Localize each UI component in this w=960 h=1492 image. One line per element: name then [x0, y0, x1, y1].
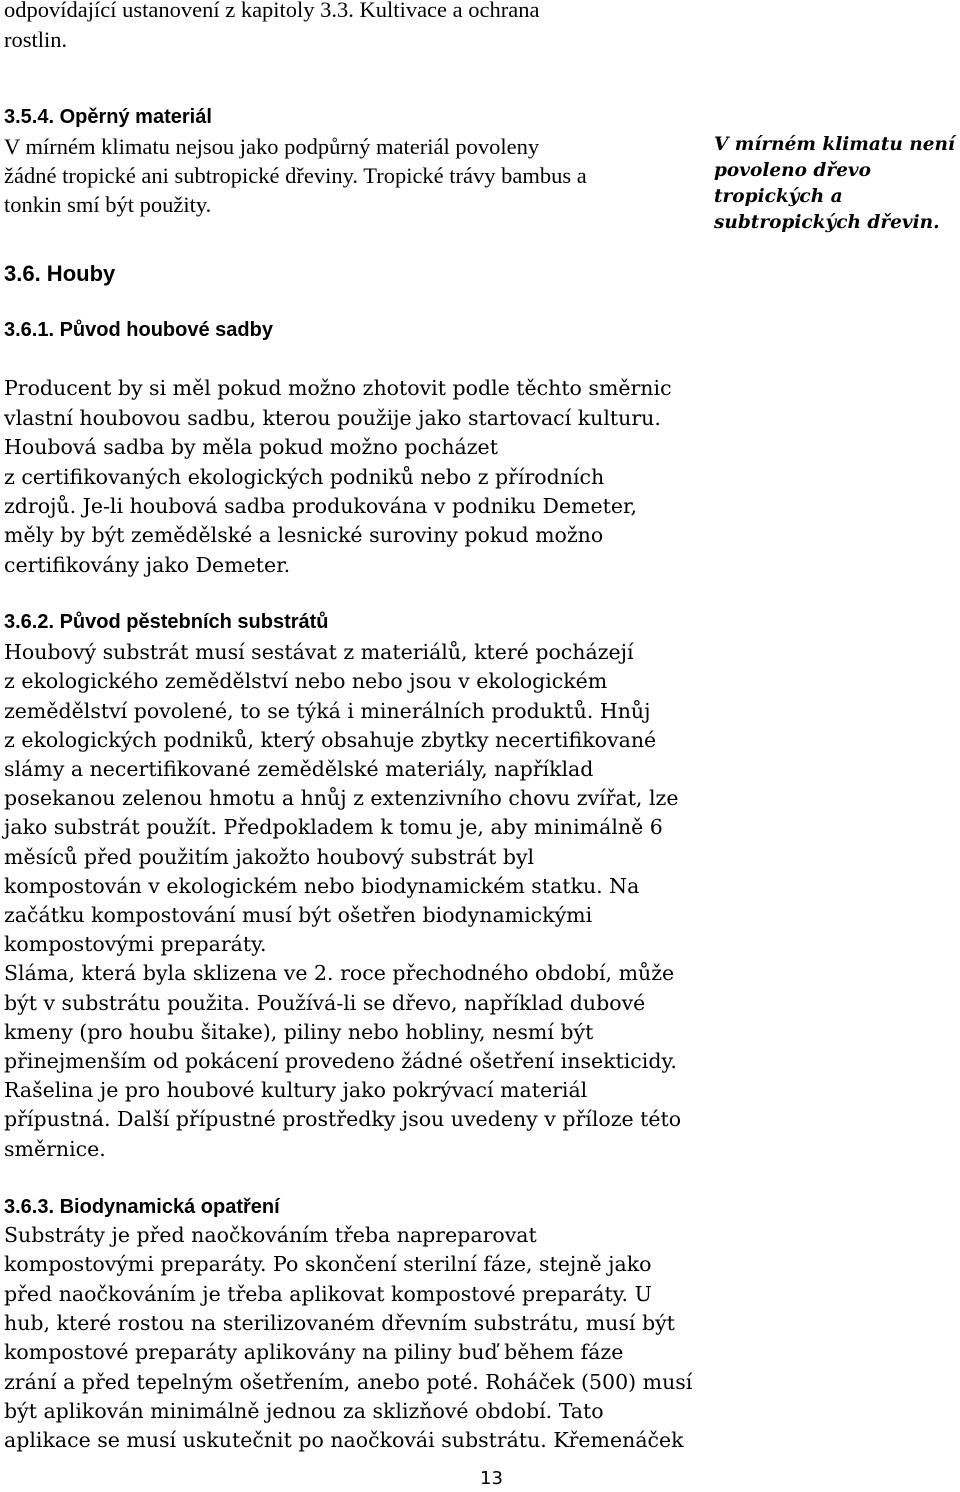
margin-note-line: tropických a: [714, 186, 843, 207]
body-line: Rašelina je pro houbové kultury jako pokrývací materiál: [4, 1078, 588, 1102]
body-line: z ekologických podniků, který obsahuje zbytky necertifikované: [4, 728, 657, 752]
body-line: zemědělství povolené, to se týká i minerálních produktů. Hnůj: [4, 699, 651, 723]
body-line: Substráty je před naočkováním třeba napreparovat: [4, 1223, 537, 1247]
body-line: V mírném klimatu nejsou jako podpůrný materiál povoleny: [4, 134, 540, 159]
body-line: být v substrátu použita. Používá-li se dřevo, například dubové: [4, 991, 646, 1015]
body-line: aplikace se musí uskutečnit po naočkovái substrátu. Křemenáček: [4, 1428, 684, 1452]
section-354-heading: 3.5.4. Opěrný materiál: [4, 106, 212, 128]
body-line: zdrojů. Je-li houbová sadba produkována v podniku Demeter,: [4, 494, 638, 518]
body-line: zrání a před tepelným ošetřením, anebo poté. Roháček (500) musí: [4, 1370, 693, 1394]
body-line: slámy a necertifikované zemědělské materiály, například: [4, 757, 594, 781]
body-line: směrnice.: [4, 1137, 106, 1161]
section-361-heading: 3.6.1. Původ houbové sadby: [4, 319, 273, 341]
body-line: žádné tropické ani subtropické dřeviny. Tropické trávy bambus a: [4, 163, 587, 188]
body-line: Sláma, která byla sklizena ve 2. roce přechodného období, může: [4, 961, 675, 985]
margin-note-line: povoleno dřevo: [714, 160, 871, 181]
intro-line: odpovídající ustanovení z kapitoly 3.3. Kultivace a ochrana: [4, 0, 540, 22]
body-line: začátku kompostování musí být ošetřen biodynamickými: [4, 903, 593, 927]
body-line: přípustná. Další přípustné prostředky jsou uvedeny v příloze této: [4, 1107, 682, 1131]
body-line: Producent by si měl pokud možno zhotovit podle těchto směrnic: [4, 376, 672, 400]
body-line: vlastní houbovou sadbu, kterou použije jako startovací kulturu.: [4, 406, 661, 430]
intro-line: rostlin.: [4, 27, 68, 52]
body-line: posekanou zelenou hmotu a hnůj z extenzivního chovu zvířat, lze: [4, 786, 679, 810]
section-362-heading: 3.6.2. Původ pěstebních substrátů: [4, 611, 329, 633]
body-line: kompostovými preparáty.: [4, 932, 267, 956]
body-line: kompostován v ekologickém nebo biodynamickém statku. Na: [4, 874, 640, 898]
body-line: měly by být zemědělské a lesnické suroviny pokud možno: [4, 523, 604, 547]
body-line: hub, které rostou na sterilizovaném dřevním substrátu, musí být: [4, 1311, 675, 1335]
body-line: Houbový substrát musí sestávat z materiálů, které pocházejí: [4, 640, 634, 664]
body-line: tonkin smí být použity.: [4, 192, 212, 217]
body-line: jako substrát použít. Předpokladem k tomu je, aby minimálně 6: [4, 815, 663, 839]
body-line: z ekologického zemědělství nebo nebo jsou v ekologickém: [4, 669, 608, 693]
section-363-heading: 3.6.3. Biodynamická opatření: [4, 1196, 280, 1218]
section-36-heading: 3.6. Houby: [4, 261, 116, 286]
body-line: z certifikovaných ekologických podniků nebo z přírodních: [4, 465, 605, 489]
body-line: být aplikován minimálně jednou za sklizňové období. Tato: [4, 1399, 604, 1423]
page-number: 13: [480, 1468, 503, 1489]
body-line: kompostovými preparáty. Po skončení sterilní fáze, stejně jako: [4, 1252, 652, 1276]
body-line: certifikovány jako Demeter.: [4, 553, 291, 577]
body-line: před naočkováním je třeba aplikovat kompostové preparáty. U: [4, 1282, 652, 1306]
body-line: přinejmenším od pokácení provedeno žádné ošetření insekticidy.: [4, 1049, 677, 1073]
body-line: kompostové preparáty aplikovány na piliny buď během fáze: [4, 1340, 624, 1364]
margin-note-line: V mírném klimatu není: [714, 134, 955, 155]
body-line: kmeny (pro houbu šitake), piliny nebo hobliny, nesmí být: [4, 1020, 594, 1044]
body-line: Houbová sadba by měla pokud možno pocházet: [4, 435, 498, 459]
body-line: měsíců před použitím jakožto houbový substrát byl: [4, 845, 535, 869]
margin-note-line: subtropických dřevin.: [714, 212, 940, 233]
